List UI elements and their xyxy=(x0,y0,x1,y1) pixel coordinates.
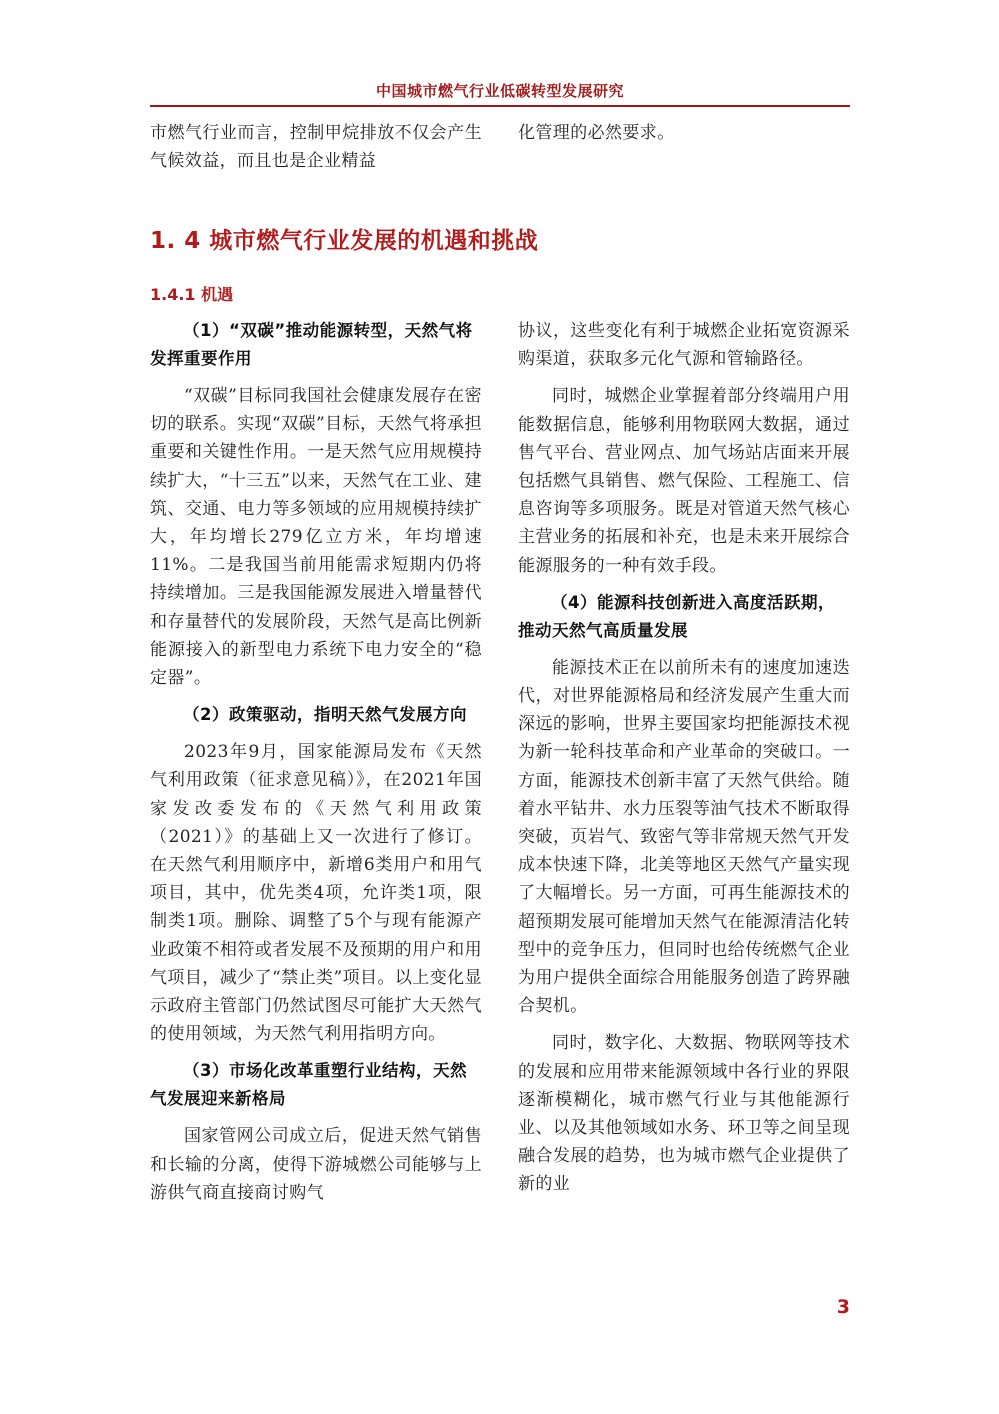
paragraph-user-data: 同时，城燃企业掌握着部分终端用户用能数据信息，能够利用物联网大数据，通过售气平台、营业网点、加气场站店面来开展包括燃气具销售、燃气保险、工程施工、信息咨询等多项服务。既是对管道天然气核心主营业务的拓展和补充，也是未来开展综合能源服务的一种有效手段。 xyxy=(518,386,850,576)
section-title: 1. 4 城市燃气行业发展的机遇和挑战 xyxy=(150,228,539,254)
page-number: 3 xyxy=(836,1296,850,1318)
heading-tech-innovation: （4）能源科技创新进入高度活跃期，推动天然气高质量发展 xyxy=(518,592,835,640)
paragraph-dual-carbon: “双碳”目标同我国社会健康发展存在密切的联系。实现“双碳”目标，天然气将承担重要和关键性作用。一是天然气应用规模持续扩大，“十三五”以来，天然气在工业、建筑、交通、电力等多领域的应用规模持续扩大，年均增长279亿立方米，年均增速11%。二是我国当前用能需求短期内仍将持续增加。三是我国能源发展进入增量替代和存量替代的发展阶段，天然气是高比例新能源接入的新型电力系统下电力安全的“稳定器”。 xyxy=(150,386,482,689)
heading-dual-carbon: （1）“双碳”推动能源转型，天然气将发挥重要作用 xyxy=(150,321,473,368)
paragraph-market-reform: 国家管网公司成立后，促进天然气销售和长输的分离，使得下游城燃公司能够与上游供气商直接商讨购气 xyxy=(150,1126,482,1203)
left-column xyxy=(150,317,482,1216)
heading-policy: （2）政策驱动，指明天然气发展方向 xyxy=(183,705,467,725)
intro-left-column xyxy=(150,119,482,184)
intro-right-paragraph: 化管理的必然要求。 xyxy=(518,123,675,143)
paragraph-digitalization: 同时，数字化、大数据、物联网等技术的发展和应用带来能源领域中各行业的界限逐渐模糊化，城市燃气行业与其他能源行业、以及其他领域如水务、环卫等之间呈现融合发展的趋势，也为城市燃气企业提供了新的业 xyxy=(518,1033,850,1195)
right-column xyxy=(518,317,850,1208)
paragraph-policy: 2023年9月，国家能源局发布《天然气利用政策（征求意见稿）》，在2021年国家发改委发布的《天然气利用政策（2021）》的基础上又一次进行了修订。在天然气利用顺序中，新增6类用户和用气项目，其中，优先类4项，允许类1项，限制类1项。删除、调整了5个与现有能源产业政策不相符或者发展不及预期的用户和用气项目，减少了“禁止类”项目。以上变化显示政府主管部门仍然试图尽可能扩大天然气的使用领域，为天然气利用指明方向。 xyxy=(150,742,482,1045)
header-rule xyxy=(150,105,850,107)
intro-left-paragraph: 市燃气行业而言，控制甲烷排放不仅会产生气候效益，而且也是企业精益 xyxy=(150,123,482,172)
intro-right-column xyxy=(518,119,850,156)
heading-market-reform: （3）市场化改革重塑行业结构，天然气发展迎来新格局 xyxy=(150,1061,467,1109)
paragraph-tech-innovation: 能源技术正在以前所未有的速度加速迭代，对世界能源格局和经济发展产生重大而深远的影响，世界主要国家均把能源技术视为新一轮科技革命和产业革命的突破口。一方面，能源技术创新丰富了天然气供给。随着水平钻井、水力压裂等油气技术不断取得突破，页岩气、致密气等非常规天然气开发成本快速下降，北美等地区天然气产量实现了大幅增长。另一方面，可再生能源技术的超预期发展可能增加天然气在能源清洁化转型中的竞争压力，但同时也给传统燃气企业为用户提供全面综合用能服务创造了跨界融合契机。 xyxy=(518,657,850,1017)
running-header-title: 中国城市燃气行业低碳转型发展研究 xyxy=(375,82,624,100)
paragraph-market-reform-cont: 协议，这些变化有利于城燃企业拓宽资源采购渠道，获取多元化气源和管输路径。 xyxy=(518,321,850,370)
subsection-title: 1.4.1 机遇 xyxy=(150,285,234,304)
